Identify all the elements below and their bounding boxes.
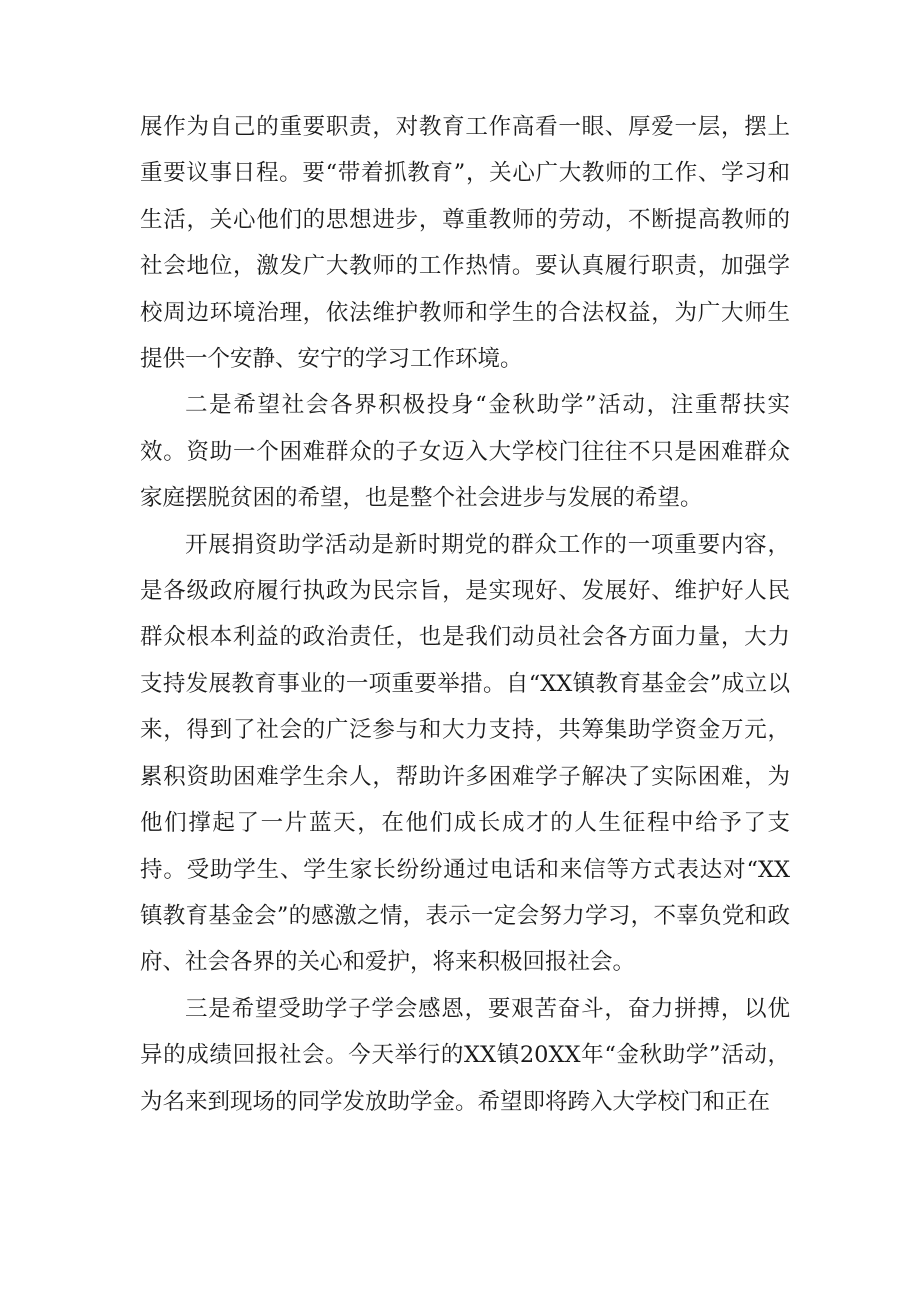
paragraph-continuation: 展作为自己的重要职责，对教育工作高看一眼、厚爱一层，摆上重要议事日程。要“带着抓教育”，关心广大教师的工作、学习和生活，关心他们的思想进步，尊重教师的劳动，不断提高教师的社会地位，激发广大教师的工作热情。要认真履行职责，加强学校周边环境治理，依法维护教师和学生的合法权益，为广大师生提供一个安静、安宁的学习工作环境。 — [140, 114, 790, 373]
paragraph-fundraising: 开展捐资助学活动是新时期党的群众工作的一项重要内容，是各级政府履行执政为民宗旨，是实现好、发展好、维护好人民群众根本利益的政治责任，也是我们动员社会各方面力量，大力支持发展教育事业的一项重要举措。自“XX镇教育基金会”成立以来，得到了社会的广泛参与和大力支持，共筹集助学资金万元，累积资助困难学生余人，帮助许多困难学子解决了实际困难，为他们撑起了一片蓝天，在他们成长成才的人生征程中给予了支持。受助学生、学生家长纷纷通过电话和来信等方式表达对“XX镇教育基金会”的感激之情，表示一定会努力学习，不辜负党和政府、社会各界的关心和爱护，将来积极回报社会。 — [140, 531, 790, 976]
paragraph-point-three: 三是希望受助学子学会感恩，要艰苦奋斗，奋力拼搏，以优异的成绩回报社会。今天举行的XX镇20XX年“金秋助学”活动，为名来到现场的同学发放助学金。希望即将跨入大学校门和正在 — [140, 995, 790, 1115]
document-body — [140, 104, 790, 1125]
paragraph-point-two: 二是希望社会各界积极投身“金秋助学”活动，注重帮扶实效。资助一个困难群众的子女迈入大学校门往往不只是困难群众家庭摆脱贫困的希望，也是整个社会进步与发展的希望。 — [140, 392, 790, 512]
